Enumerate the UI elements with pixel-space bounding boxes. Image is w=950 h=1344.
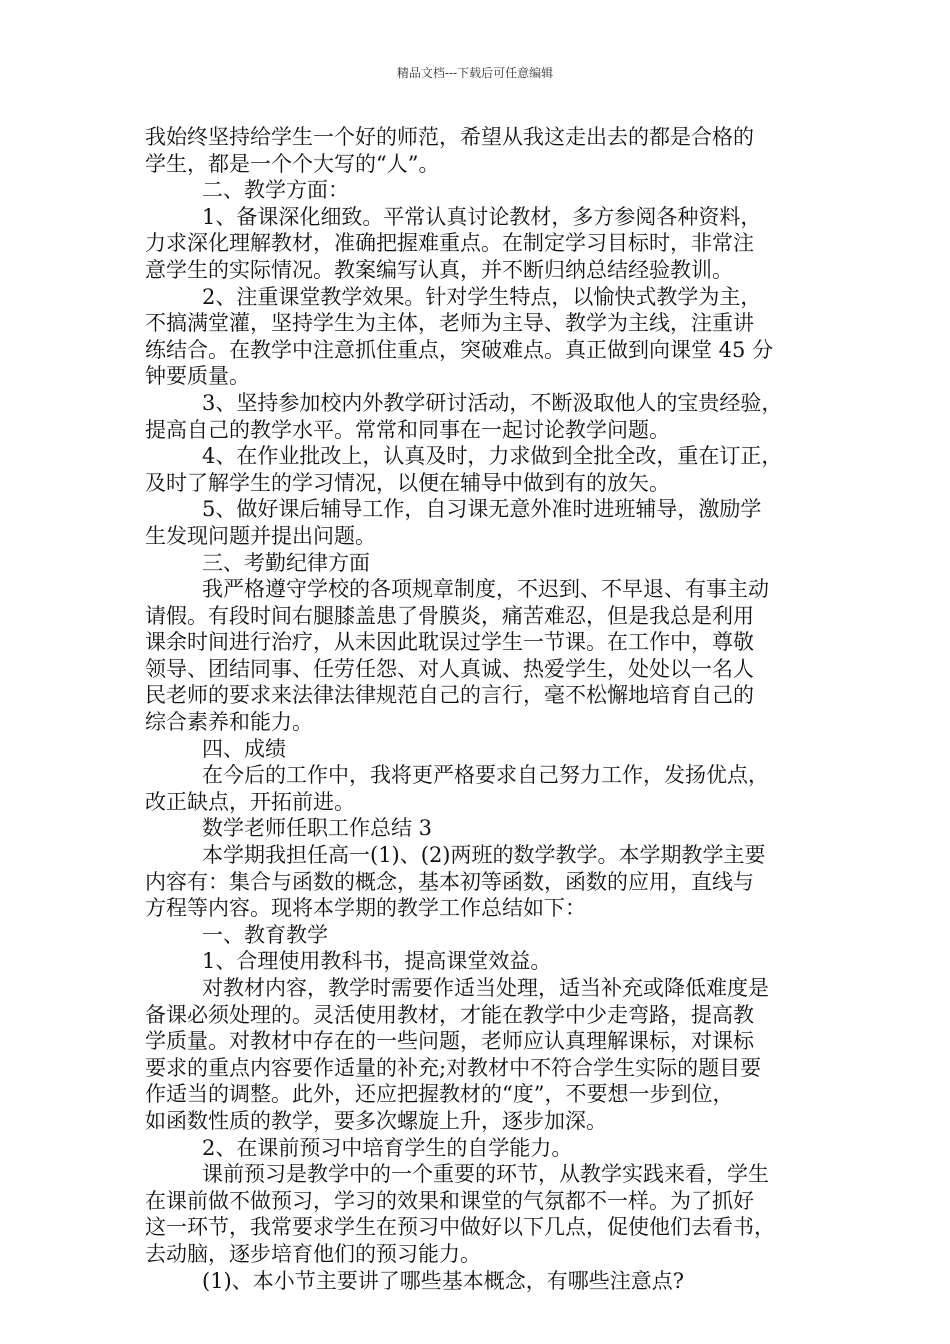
text-line: 4、在作业批改上，认真及时，力求做到全批全改，重在订正，	[202, 444, 783, 469]
text-line: 备课必须处理的。灵活使用教材，才能在教学中少走弯路，提高教	[145, 1002, 754, 1027]
text-line: 这一环节，我常要求学生在预习中做好以下几点，促使他们去看书，	[145, 1215, 775, 1240]
page-header: 精品文档---下载后可任意编辑	[396, 66, 554, 80]
text-line: 学生，都是一个个大写的“人”。	[145, 151, 440, 176]
text-line: 民老师的要求来法律法律规范自己的言行，毫不松懈地培育自己的	[145, 683, 754, 708]
text-line: 力求深化理解教材，准确把握难重点。在制定学习目标时，非常注	[145, 231, 754, 256]
text-line: 数学老师任职工作总结 3	[202, 816, 433, 841]
text-line: 在今后的工作中，我将更严格要求自己努力工作，发扬优点，	[202, 763, 769, 788]
text-line: 3、坚持参加校内外教学研讨活动，不断汲取他人的宝贵经验，	[202, 390, 783, 415]
text-line: 改正缺点，开拓前进。	[145, 789, 355, 814]
text-line: 提高自己的教学水平。常常和同事在一起讨论教学问题。	[145, 417, 670, 442]
text-line: 综合素养和能力。	[145, 710, 313, 735]
text-line: 对教材内容，教学时需要作适当处理，适当补充或降低难度是	[202, 976, 769, 1000]
text-line: 1、合理使用教科书，提高课堂效益。	[202, 949, 552, 974]
text-line: 我始终坚持给学生一个好的师范，希望从我这走出去的都是合格的	[145, 125, 754, 149]
text-line: 练结合。在教学中注意抓住重点，突破难点。真正做到向课堂 45 分	[145, 337, 774, 362]
text-line: 一、教育教学	[202, 922, 328, 947]
text-line: 去动脑，逐步培育他们的预习能力。	[145, 1241, 481, 1266]
text-line: 内容有：集合与函数的概念，基本初等函数，函数的应用，直线与	[145, 869, 754, 894]
text-line: 不搞满堂灌，坚持学生为主体，老师为主导、教学为主线，注重讲	[145, 311, 754, 336]
text-line: 意学生的实际情况。教案编写认真，并不断归纳总结经验教训。	[145, 257, 733, 282]
text-line: 钟要质量。	[145, 364, 250, 389]
text-line: 及时了解学生的学习情况，以便在辅导中做到有的放矢。	[145, 470, 670, 495]
text-line: 我严格遵守学校的各项规章制度，不迟到、不早退、有事主动	[202, 577, 769, 602]
text-line: 领导、团结同事、任劳任怨、对人真诚、热爱学生，处处以一名人	[145, 656, 754, 681]
text-line: 请假。有段时间右腿膝盖患了骨膜炎，痛苦难忍，但是我总是利用	[145, 603, 754, 628]
text-line: 作适当的调整。此外，还应把握教材的“度”，不要想一步到位，	[145, 1082, 734, 1107]
text-line: 5、做好课后辅导工作，自习课无意外准时进班辅导，激励学	[202, 497, 762, 522]
text-line: (1)、本小节主要讲了哪些基本概念，有哪些注意点?	[202, 1268, 685, 1293]
document-body	[145, 124, 815, 1294]
text-line: 本学期我担任高一(1)、(2)两班的数学教学。本学期教学主要	[202, 843, 766, 868]
text-line: 2、注重课堂教学效果。针对学生特点，以愉快式教学为主，	[202, 284, 762, 309]
text-line: 在课前做不做预习，学习的效果和课堂的气氛都不一样。为了抓好	[145, 1188, 754, 1213]
text-line: 四、成绩	[202, 736, 286, 761]
text-line: 课前预习是教学中的一个重要的环节，从教学实践来看，学生	[202, 1162, 769, 1187]
text-line: 方程等内容。现将本学期的教学工作总结如下：	[145, 896, 586, 921]
text-line: 要求的重点内容要作适量的补充;对教材中不符合学生实际的题目要	[145, 1055, 762, 1080]
text-line: 学质量。对教材中存在的一些问题，老师应认真理解课标，对课标	[145, 1029, 754, 1054]
text-line: 2、在课前预习中培育学生的自学能力。	[202, 1135, 573, 1160]
text-line: 课余时间进行治疗，从未因此耽误过学生一节课。在工作中，尊敬	[145, 630, 754, 655]
text-line: 1、备课深化细致。平常认真讨论教材，多方参阅各种资料，	[202, 204, 762, 229]
text-line: 如函数性质的教学，要多次螺旋上升，逐步加深。	[145, 1108, 607, 1133]
text-line: 生发现问题并提出问题。	[145, 523, 376, 548]
text-line: 二、教学方面：	[202, 178, 349, 203]
text-line: 三、考勤纪律方面	[202, 550, 370, 575]
